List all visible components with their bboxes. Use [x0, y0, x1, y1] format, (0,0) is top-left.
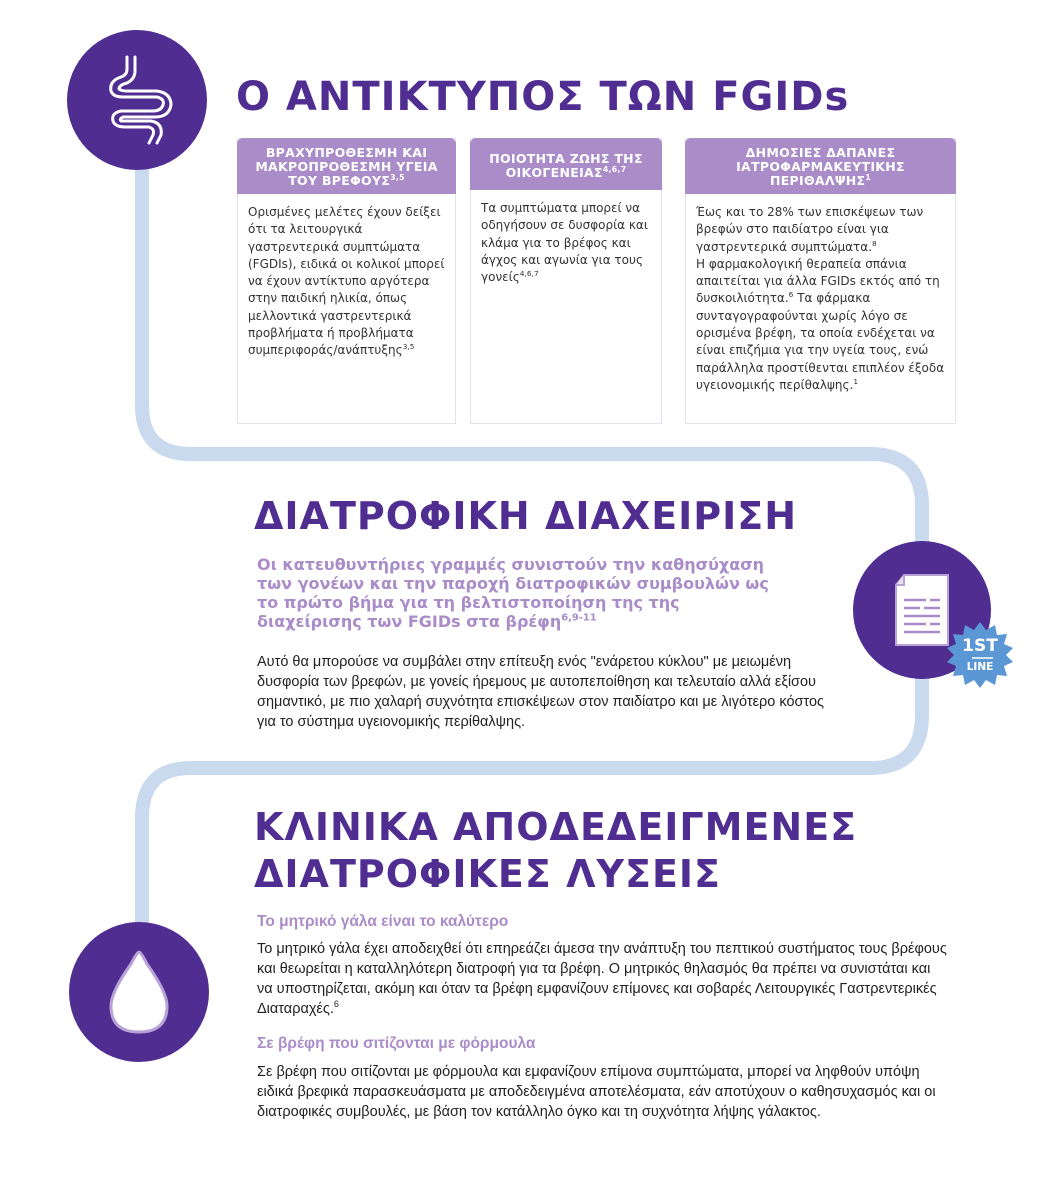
card-body: Τα συμπτώματα μπορεί να οδηγήσουν σε δυσφορία και κλάμα για το βρέφος και άγχος και αγωνία για τους γονείς$^{4,6,7}$ [481, 201, 648, 285]
card-body: Ορισμένες μελέτες έχουν δείξει ότι τα λειτουργικά γαστρεντερικά συμπτώματα (FGDIs), ειδικά οι κολικοί μπορεί να έχουν αντίκτυπο αργότερα στην παιδική ηλικία, όπως μελλοντικά γαστρεντερικά προβλήματα ή προβλήματα συμπεριφοράς/ανάπτυξης$^{3,5}$ [248, 205, 445, 358]
breastmilk-subheading: Το μητρικό γάλα είναι το καλύτερο [257, 913, 509, 930]
section2-paragraph: Αυτό θα μπορούσε να συμβάλει στην επίτευξη ενός "ενάρετου κύκλου" με μειωμένη δυσφορία των βρεφών, με γονείς ήρεμους με αυτοπεποίθηση και τελευταίο αλλά εξίσου σημαντικό, με πιο χαλαρή συχνότητα επισκέψεων στον παιδίατρο και με λιγότερο κόστος για το σύστημα υγειονομικής περίθαλψης. [257, 654, 825, 730]
droplet-icon [107, 948, 171, 1036]
section1-title: Ο ΑΝΤΙΚΤΥΠΟΣ ΤΩΝ FGIDs [236, 74, 850, 120]
section2-title: ΔΙΑΤΡΟΦΙΚΗ ΔΙΑΧΕΙΡΙΣΗ [254, 494, 798, 538]
impact-card-infant-health [237, 138, 456, 424]
card-body: Έως και το 28% των επισκέψεων των βρεφών στο παιδίατρο είναι για γαστρεντερικά συμπτώματα.$^8$ Η φαρμακολογική θεραπεία σπάνια απαιτείται για άλλα FGIDs εκτός από τη δυσκοιλιότητα.$^6$ Τα φάρμακα συνταγογραφούνται χωρίς λόγο σε ορισμένα βρέφη, τα οποία ενδέχεται να είναι επιζήμια για την υγεία τους, ενώ παράλληλα προστίθενται επιπλέον έξοδα υγειονομικής περίθαλψης.$^1$ [696, 205, 945, 392]
card-header: ΒΡΑΧΥΠΡΟΘΕΣΜΗ ΚΑΙ ΜΑΚΡΟΠΡΟΘΕΣΜΗ ΥΓΕΙΑ ΤΟΥ ΒΡΕΦΟΥΣ$^{3,5}$ [237, 138, 456, 194]
impact-card-public-costs [685, 138, 956, 424]
breastmilk-paragraph: Το μητρικό γάλα έχει αποδειχθεί ότι επηρεάζει άμεσα την ανάπτυξη του πεπτικού συστήματος τους βρέφους και θεωρείται η καταλληλότερη διατροφή για τα βρέφη. Ο μητρικός θηλασμός θα πρέπει να συνιστάται και να υποστηρίζεται, ακόμη και όταν τα βρέφη εμφανίζουν επίμονες και σοβαρές Λειτουργικές Γαστρεντερικές Διαταραχές.$^6$ [257, 941, 947, 1017]
card-header: ΔΗΜΟΣΙΕΣ ΔΑΠΑΝΕΣ ΙΑΤΡΟΦΑΡΜΑΚΕΥΤΙΚΗΣ ΠΕΡΙΘΑΛΨΗΣ$^1$ [685, 138, 956, 194]
badge-text-bottom: LINE [966, 661, 994, 673]
formula-subheading: Σε βρέφη που σιτίζονται με φόρμουλα [257, 1035, 536, 1052]
badge-text-top: 1ST [962, 636, 998, 656]
first-line-badge [945, 620, 1015, 690]
section3-title-line2: ΔΙΑΤΡΟΦΙΚΕΣ ΛΥΣΕΙΣ [254, 852, 722, 896]
section3-title-line1: ΚΛΙΝΙΚΑ ΑΠΟΔΕΔΕΙΓΜΕΝΕΣ [254, 805, 858, 849]
formula-paragraph: Σε βρέφη που σιτίζονται με φόρμουλα και εμφανίζουν επίμονα συμπτώματα, μπορεί να ληφθούν υπόψη ειδικά βρεφικά παρασκευάσματα με αποδεδειγμένα αποτελέσματα, εάν αποτύχουν ο καθησυχασμός και οι διατροφικές συμβουλές, με βάση τον κατάλληλο όγκο και τη συχνότητα λήψης γάλακτος. [257, 1064, 936, 1120]
document-icon [892, 573, 952, 647]
card-header: ΠΟΙΟΤΗΤΑ ΖΩΗΣ ΤΗΣ ΟΙΚΟΓΕΝΕΙΑΣ$^{4,6,7}$ [470, 138, 662, 190]
section2-lead: Οι κατευθυντήριες γραμμές συνιστούν την καθησύχαση των γονέων και την παροχή διατροφικών συμβουλών ως το πρώτο βήμα για τη βελτιστοποίηση της της διαχείρισης των FGIDs στα βρέφη$^{6,9-11}$ [257, 555, 769, 631]
intestine-icon [97, 55, 177, 145]
impact-card-family-quality-of-life [470, 138, 662, 424]
droplet-icon-circle [69, 922, 209, 1062]
intestine-icon-circle [67, 30, 207, 170]
